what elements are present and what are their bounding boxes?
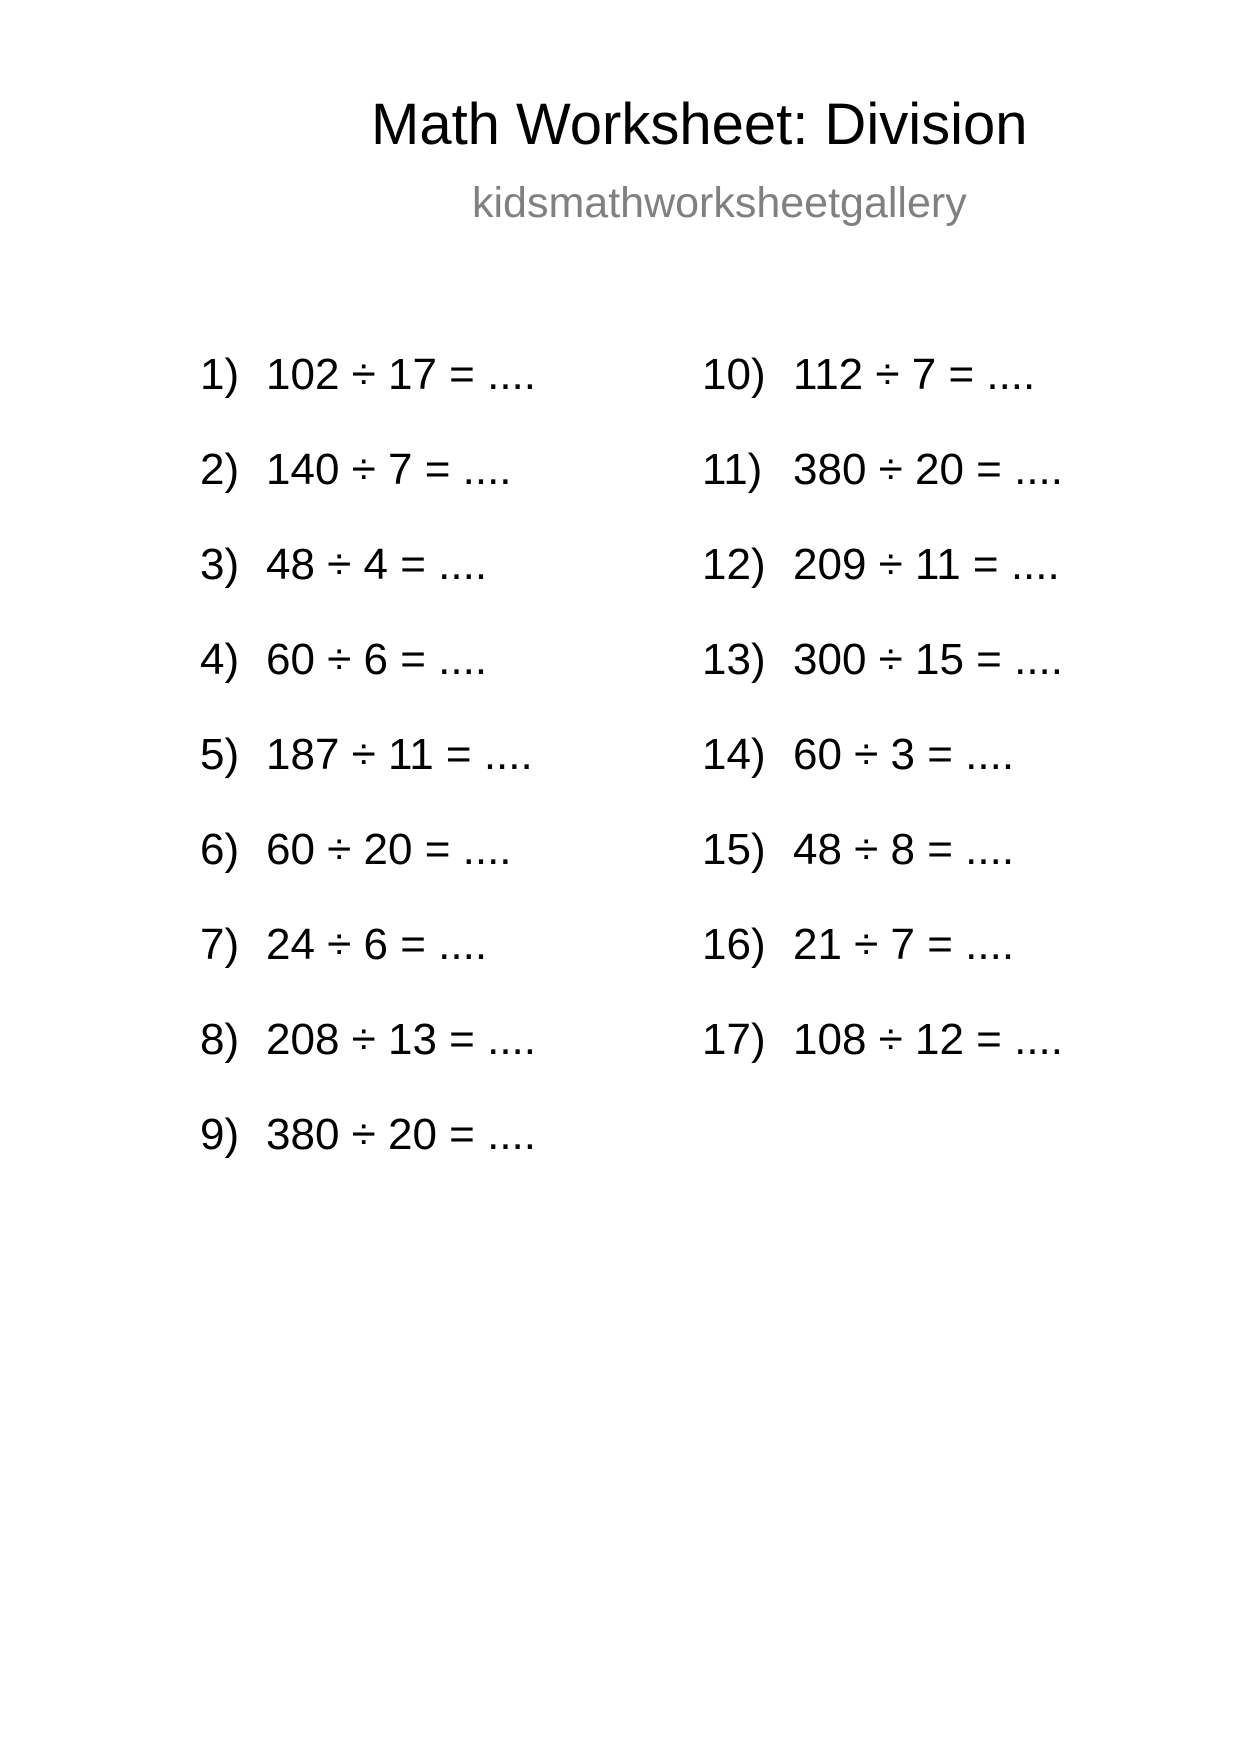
problem-column-right — [702, 350, 1063, 1113]
problem-item — [200, 730, 536, 828]
problem-expression: 187 ÷ 11 = .... — [266, 730, 533, 779]
problem-number: 9) — [200, 1110, 240, 1159]
problem-number: 15) — [702, 825, 766, 874]
worksheet-title: Math Worksheet: Division — [371, 92, 1028, 157]
problem-item — [702, 350, 1063, 448]
problem-expression: 48 ÷ 4 = .... — [266, 540, 488, 589]
problem-expression: 112 ÷ 7 = .... — [793, 350, 1036, 399]
problem-expression: 140 ÷ 7 = .... — [266, 445, 512, 494]
problem-item — [702, 540, 1063, 638]
problem-item — [702, 1015, 1063, 1113]
problem-item — [200, 825, 536, 923]
problem-number: 1) — [200, 350, 240, 399]
problem-item — [702, 825, 1063, 923]
problem-item — [702, 920, 1063, 1018]
problem-number: 17) — [702, 1015, 766, 1064]
problem-expression: 21 ÷ 7 = .... — [793, 920, 1015, 969]
problem-column-left — [200, 350, 536, 1208]
problem-number: 3) — [200, 540, 240, 589]
problem-number: 6) — [200, 825, 240, 874]
problem-expression: 48 ÷ 8 = .... — [793, 825, 1015, 874]
problem-number: 7) — [200, 920, 240, 969]
problem-number: 13) — [702, 635, 766, 684]
problem-number: 10) — [702, 350, 766, 399]
problem-number: 16) — [702, 920, 766, 969]
problem-number: 8) — [200, 1015, 240, 1064]
problem-expression: 24 ÷ 6 = .... — [266, 920, 488, 969]
problem-expression: 380 ÷ 20 = .... — [266, 1110, 536, 1159]
problem-number: 11) — [702, 445, 763, 494]
problem-number: 12) — [702, 540, 766, 589]
problem-expression: 209 ÷ 11 = .... — [793, 540, 1060, 589]
problem-number: 14) — [702, 730, 766, 779]
problem-number: 5) — [200, 730, 240, 779]
problem-expression: 60 ÷ 3 = .... — [793, 730, 1015, 779]
problem-item — [702, 635, 1063, 733]
problem-expression: 208 ÷ 13 = .... — [266, 1015, 536, 1064]
problem-number: 4) — [200, 635, 240, 684]
problem-item — [200, 1110, 536, 1208]
problem-expression: 300 ÷ 15 = .... — [793, 635, 1063, 684]
problem-item — [200, 635, 536, 733]
problem-item — [200, 1015, 536, 1113]
problem-item — [200, 920, 536, 1018]
problem-item — [702, 730, 1063, 828]
problem-expression: 102 ÷ 17 = .... — [266, 350, 536, 399]
problem-item — [702, 445, 1063, 543]
problem-expression: 60 ÷ 6 = .... — [266, 635, 488, 684]
problem-expression: 60 ÷ 20 = .... — [266, 825, 512, 874]
problem-item — [200, 350, 536, 448]
problem-number: 2) — [200, 445, 240, 494]
problem-expression: 108 ÷ 12 = .... — [793, 1015, 1063, 1064]
problem-item — [200, 540, 536, 638]
worksheet-subtitle: kidsmathworksheetgallery — [472, 179, 967, 227]
problem-expression: 380 ÷ 20 = .... — [793, 445, 1063, 494]
problem-item — [200, 445, 536, 543]
